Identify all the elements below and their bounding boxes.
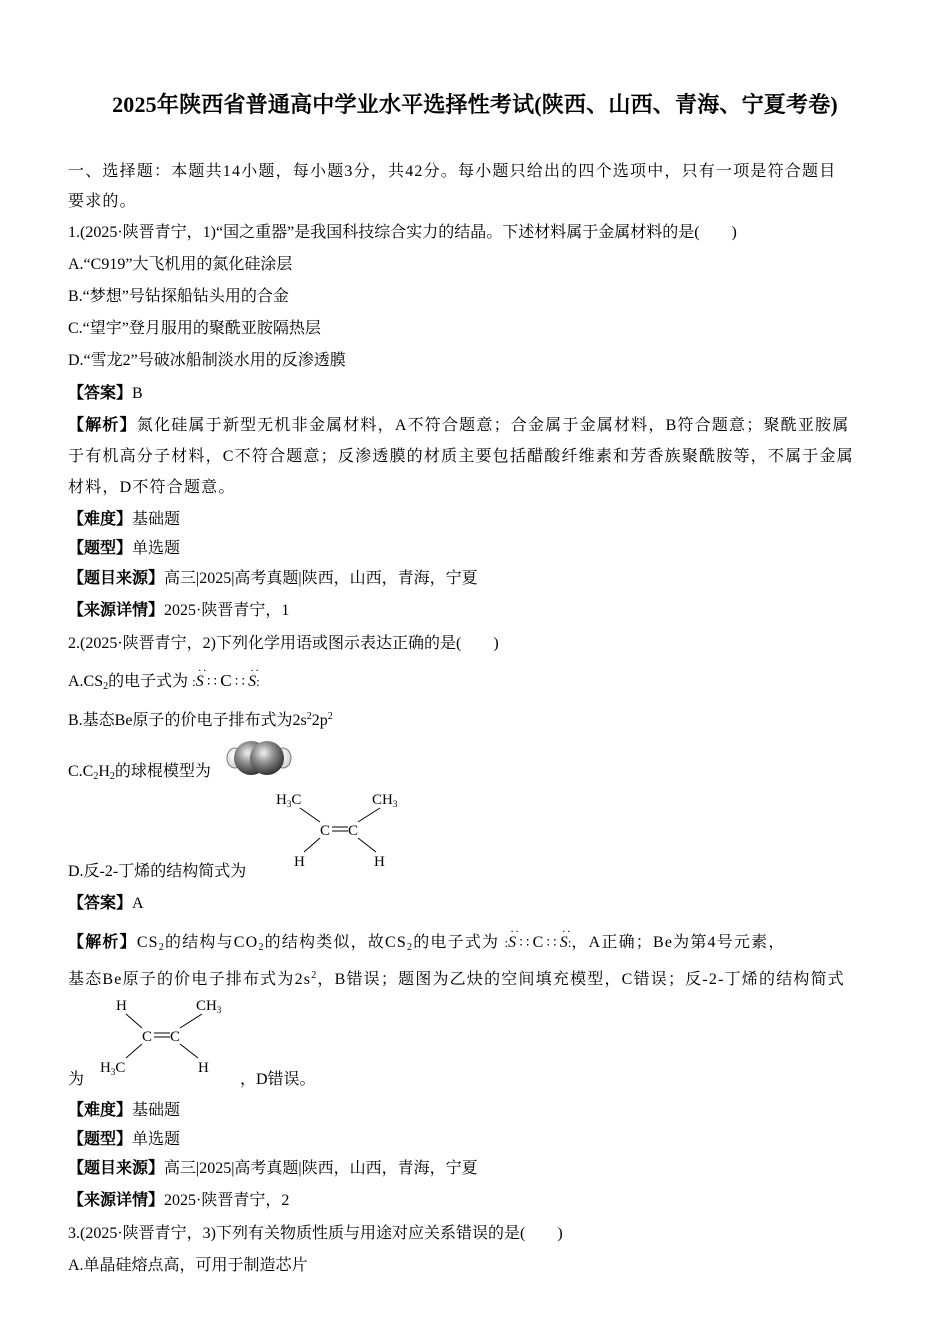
q1-option-d: D.“雪龙2”号破冰船制淡水用的反渗透膜 <box>68 352 346 369</box>
q2-option-a: $A.CS_2$的电子式为 : ·· S ∶ ∶ C ∶ ∶ ·· S: <box>68 663 261 692</box>
q1-type: 【题型】单选题 <box>68 540 181 557</box>
q2-analysis-2: 基态Be原子的价电子排布式为$2s^2$，B错误；题图为乙炔的空间填充模型，C错误；反-2-丁烯的结构简式 <box>68 970 846 988</box>
q2-stem: 2.(2025·陕晋青宁，2)下列化学用语或图示表达正确的是( ) <box>68 635 499 652</box>
svg-text:H: H <box>374 854 385 870</box>
svg-text:C: C <box>142 1029 153 1045</box>
q2-difficulty: 【难度】基础题 <box>68 1102 181 1119</box>
c2h2-space-filling-model <box>226 737 292 779</box>
svg-text:CH3: $CH_3$ <box>372 792 398 809</box>
trans-2-butene-structure-analysis <box>94 992 236 1084</box>
section-heading-cont: 要求的。 <box>68 193 137 210</box>
trans-2-butene-structure <box>270 786 410 876</box>
svg-text:H3C: $H_3C$ <box>100 1060 126 1077</box>
q1-answer: 【答案】B <box>68 385 143 402</box>
q3-option-a: A.单晶硅熔点高，可用于制造芯片 <box>68 1257 308 1274</box>
svg-text:H: H <box>294 854 305 870</box>
cs2-electron-formula-analysis: : ·· S ∶ ∶ C ∶ ∶ ·· S: <box>504 924 572 951</box>
q1-analysis-2: 于有机高分子材料，C不符合题意；反渗透膜的材质主要包括醋酸纤维素和芳香族聚酰胺等，不属于金属 <box>68 448 854 465</box>
q2-source-detail: 【来源详情】2025·陕晋青宁，2 <box>68 1192 290 1209</box>
q1-source-detail: 【来源详情】2025·陕晋青宁，1 <box>68 602 290 619</box>
svg-text:C: C <box>348 823 359 839</box>
q1-stem: 1.(2025·陕晋青宁，1)“国之重器”是我国科技综合实力的结晶。下述材料属于金属材料的是( ) <box>68 224 737 241</box>
q2-analysis-3: 为 <box>68 1071 85 1088</box>
svg-text:C: C <box>320 823 331 839</box>
q1-source: 【题目来源】高三|2025|高考真题|陕西，山西，青海，宁夏 <box>68 570 478 587</box>
q2-option-c: $C.C_2H_2$的球棍模型为 <box>68 763 211 782</box>
q2-analysis: 【解析】$CS_2$的结构与$CO_2$的结构类似，故$CS_2$的电子式为 : ·· S ∶ ∶ C ∶ ∶ ·· S:，A正确；Be为第4号元素， <box>68 924 786 953</box>
q1-option-a: A.“C919”大飞机用的氮化硅涂层 <box>68 256 293 273</box>
svg-text:H: H <box>198 1060 209 1076</box>
svg-text:H3C: $H_3C$ <box>276 792 302 809</box>
svg-text:CH3: $CH_3$ <box>196 998 222 1015</box>
q2-analysis-3-end: ，D错误。 <box>240 1071 316 1088</box>
q1-option-c: C.“望宇”登月服用的聚酰亚胺隔热层 <box>68 320 321 337</box>
svg-text:H: H <box>116 998 127 1014</box>
svg-text:C: C <box>170 1029 181 1045</box>
page-title: 2025年陕西省普通高中学业水平选择性考试(陕西、山西、青海、宁夏考卷) <box>112 92 838 117</box>
q2-answer: 【答案】A <box>68 895 144 912</box>
q1-analysis-3: 材料，D不符合题意。 <box>68 479 236 496</box>
q1-difficulty: 【难度】基础题 <box>68 511 181 528</box>
section-heading: 一、选择题：本题共14小题，每小题3分，共42分。每小题只给出的四个选项中，只有一项是符合题目 <box>68 163 837 180</box>
q2-option-d: D.反-2-丁烯的结构简式为 <box>68 863 247 880</box>
q2-option-b: B.基态Be原子的价电子排布式为$2s^22p^2$ <box>68 711 333 729</box>
q2-source: 【题目来源】高三|2025|高考真题|陕西，山西，青海，宁夏 <box>68 1160 478 1177</box>
q1-analysis: 【解析】氮化硅属于新型无机非金属材料，A不符合题意；合金属于金属材料，B符合题意；聚酰亚胺属 <box>68 417 850 434</box>
q2-type: 【题型】单选题 <box>68 1131 181 1148</box>
cs2-electron-formula: : ·· S ∶ ∶ C ∶ ∶ ·· S: <box>192 663 261 690</box>
q1-option-b: B.“梦想”号钻探船钻头用的合金 <box>68 288 289 305</box>
q3-stem: 3.(2025·陕晋青宁，3)下列有关物质性质与用途对应关系错误的是( ) <box>68 1225 563 1242</box>
